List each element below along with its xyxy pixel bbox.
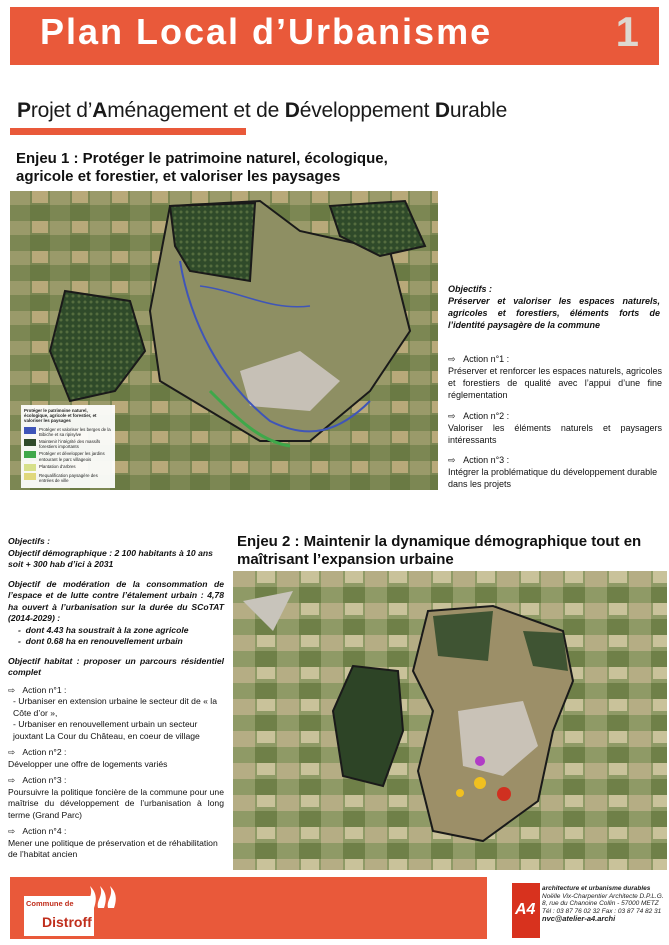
enjeu1-action-3: ⇨ Action n°3 : Intégrer la problématique du développement durable dans les projets (448, 455, 658, 489)
arrow-icon: ⇨ (448, 354, 456, 364)
marker-dot (497, 787, 511, 801)
enjeu2-objectives (8, 536, 224, 861)
enjeu2-action-4: ⇨ Action n°4 : Mener une politique de préservation et de réhabilitation de l’habitat ancien (8, 826, 218, 859)
legend-item: Protéger et développer les jardins entourant le parc villageois (24, 451, 112, 461)
moderation-item: - dont 4.43 ha soustrait à la zone agricole (18, 624, 189, 635)
commune-logo-box: Commune de Distroff (24, 896, 94, 936)
map1-legend (21, 405, 115, 488)
page-number: 1 (615, 8, 639, 55)
flame-logo-icon (84, 884, 120, 910)
enjeu1-objectives (448, 283, 660, 331)
legend-item: Requalification paysagère des entrées de ville (24, 473, 112, 483)
marker-dot (475, 756, 485, 766)
objectives-label: Objectifs : (448, 284, 493, 294)
objective-moderation: Objectif de modération de la consommation de l’espace et de lutte contre l’étalement urbain : 4,78 ha ouvert à l’urbanisation sur la durée du SCoTAT (2014-2029) : (8, 578, 224, 623)
legend-item: Maintenir l’intégrité des massifs forestiers importants (24, 439, 112, 449)
agency-logo: A4 (512, 883, 540, 938)
aerial-map-image (233, 571, 667, 870)
legend-swatch (24, 464, 36, 471)
subtitle-underline (10, 128, 246, 135)
objectives-text: Préserver et valoriser les espaces naturels, agricoles et forestiers, éléments forts de l’identité paysagère de la commune (448, 296, 660, 330)
enjeu2-action-3: ⇨ Action n°3 : Poursuivre la politique foncière de la commune pour une maîtrise du développement de l’urbanisation à long terme (Grand Parc) (8, 775, 224, 820)
objectives-label: Objectifs : (8, 536, 51, 546)
enjeu2-action-2: ⇨ Action n°2 : Développer une offre de logements variés (8, 747, 168, 769)
legend-swatch (24, 439, 36, 446)
enjeu1-action-1: ⇨ Action n°1 : Préserver et renforcer les espaces naturels, agricoles et forestiers de qualité avec l’appui d’une fine réglementation (448, 354, 662, 400)
page-title: Plan Local d’Urbanisme (40, 11, 493, 52)
legend-swatch (24, 451, 36, 458)
legend-item: Protéger et valoriser les berges de la Bibiche et sa ripisylve (24, 427, 112, 437)
legend-item: Plantation d’arbres (24, 464, 112, 471)
moderation-item: - dont 0.68 ha en renouvellement urbain (18, 636, 183, 646)
section-subtitle: Projet d’Aménagement et de Développement Durable (17, 99, 508, 122)
arrow-icon: ⇨ (8, 775, 16, 785)
agency-info: architecture et urbanisme durables Noëlle Vix-Charpentier Architecte D.P.L.G. 8, rue du Chanoine Collin - 57000 METZ Tél : 03 87 76 02 32 Fax : 03 87 74 82 31 nvc@atelier-a4.archi (542, 885, 664, 924)
arrow-icon: ⇨ (448, 455, 456, 465)
enjeu2-title: Enjeu 2 : Maintenir la dynamique démographique tout en maîtrisant l’expansion urbaine (237, 533, 642, 568)
arrow-icon: ⇨ (8, 826, 16, 836)
legend-title: Protéger le patrimoine naturel, écologique, agricole et forestier, et valoriser les paysages (24, 408, 97, 424)
marker-dot (456, 789, 464, 797)
arrow-icon: ⇨ (8, 747, 16, 757)
enjeu1-action-2: ⇨ Action n°2 : Valoriser les éléments naturels et paysagers intéressants (448, 411, 662, 445)
legend-swatch (24, 473, 36, 480)
enjeu2-map (233, 571, 667, 870)
enjeu2-action-1: ⇨ Action n°1 : - Urbaniser en extension urbaine le secteur dit de « la Côte d’or », - Urbaniser en renouvellement urbain un secteur jouxtant La Cour du Château, en coeur de village (8, 684, 217, 741)
marker-dot (474, 777, 486, 789)
objective-habitat: Objectif habitat : proposer un parcours résidentiel complet (8, 655, 224, 677)
arrow-icon: ⇨ (448, 411, 456, 421)
arrow-icon: ⇨ (8, 684, 16, 695)
commune-name: Distroff (42, 914, 92, 930)
objective-demographic: Objectif démographique : 2 100 habitants à 10 ans soit + 300 hab d’ici à 2031 (8, 547, 213, 569)
legend-swatch (24, 427, 36, 434)
enjeu1-title: Enjeu 1 : Protéger le patrimoine naturel, écologique, agricole et forestier, et valoriser les paysages (16, 150, 388, 185)
